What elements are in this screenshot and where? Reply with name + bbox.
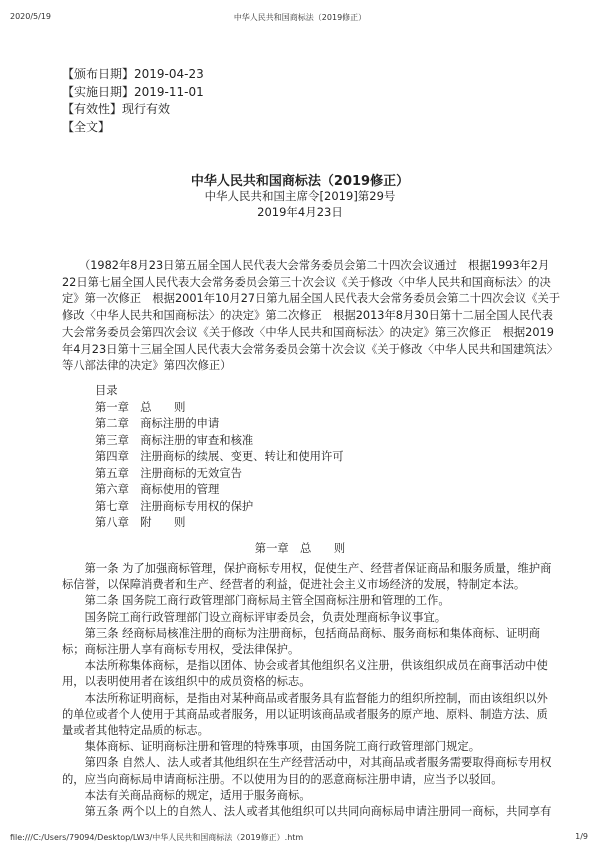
body-line: 第三条 经商标局核准注册的商标为注册商标，包括商品商标、服务商标和集体商标、证明商	[62, 626, 541, 640]
toc-heading: 目录	[95, 384, 118, 397]
decree-number: 中华人民共和国主席令[2019]第29号	[204, 189, 396, 203]
toc-item: 第二章 商标注册的申请	[95, 417, 220, 430]
meta-validity: 【有效性】现行有效	[62, 102, 171, 116]
document-title: 中华人民共和国商标法（2019修正）	[190, 174, 410, 189]
preamble	[62, 258, 561, 375]
print-date: 2020/5/19	[10, 12, 52, 21]
chapter-heading: 第一章 总 则	[254, 542, 346, 555]
preamble-line: 等八部法律的决定》第四次修正）	[62, 359, 232, 373]
body-line: 本法所称集体商标，是指以团体、协会或者其他组织名义注册，供该组织成员在商事活动中使	[62, 659, 548, 673]
preamble-line: 定》第一次修正 根据2001年10月27日第九届全国人民代表大会常务委员会第二十四次会议《关于	[62, 292, 561, 306]
toc-item: 第三章 商标注册的审查和核准	[95, 433, 254, 447]
file-path: file:///C:/Users/79094/Desktop/LW3/中华人民共和国商标法（2019修正）.htm	[10, 833, 304, 842]
page-number: 1/9	[575, 832, 588, 841]
body-line: 量或者其他特定品质的标志。	[62, 724, 209, 738]
body-line: 的单位或者个人使用于其商品或者服务，用以证明该商品或者服务的原产地、原料、制造方法、质	[62, 707, 548, 721]
meta-issue-date: 【颁布日期】2019-04-23	[62, 67, 204, 81]
meta-fulltext: 【全文】	[62, 119, 111, 134]
toc-item: 第四章 注册商标的续展、变更、转让和使用许可	[95, 450, 344, 463]
body-line: 本法有关商品商标的规定，适用于服务商标。	[62, 788, 311, 802]
preamble-line: 22日第七届全国人民代表大会常务委员会第三十次会议《关于修改〈中华人民共和国商标法〉的决	[62, 275, 551, 289]
preamble-line: 大会常务委员会第四次会议《关于修改〈中华人民共和国商标法〉的决定》第三次修正 根据2019	[62, 325, 554, 339]
meta-block	[62, 66, 204, 136]
toc-item: 第五章 注册商标的无效宣告	[95, 466, 242, 480]
decree-date: 2019年4月23日	[257, 205, 343, 219]
body-line: 标信誉，以保障消费者和生产、经营者的利益，促进社会主义市场经济的发展，特制定本法。	[62, 578, 526, 592]
toc-item: 第六章 商标使用的管理	[95, 483, 220, 496]
body-line: 标；商标注册人享有商标专用权，受法律保护。	[62, 643, 300, 657]
body-line: 第二条 国务院工商行政管理部门商标局主管全国商标注册和管理的工作。	[62, 594, 450, 608]
toc-item: 第一章 总 则	[95, 400, 186, 414]
table-of-contents	[95, 383, 344, 532]
preamble-line: 修改〈中华人民共和国商标法〉的决定》第二次修正 根据2013年8月30日第十二届全国人民代表	[62, 309, 553, 323]
body-line: 第四条 自然人、法人或者其他组织在生产经营活动中，对其商品或者服务需要取得商标专用权	[62, 756, 552, 770]
body-line: 用，以表明使用者在该组织中的成员资格的标志。	[62, 675, 311, 689]
body-line: 的，应当向商标局申请商标注册。不以使用为目的的恶意商标注册申请，应当予以驳回。	[62, 772, 503, 786]
body-line: 第五条 两个以上的自然人、法人或者其他组织可以共同向商标局申请注册同一商标，共同享有	[62, 805, 552, 819]
body-line: 第一条 为了加强商标管理，保护商标专用权，促使生产、经营者保证商品和服务质量，维护商	[62, 562, 552, 575]
meta-effective-date: 【实施日期】2019-11-01	[62, 84, 204, 99]
toc-item: 第七章 注册商标专用权的保护	[95, 499, 254, 513]
print-title: 中华人民共和国商标法（2019修正）	[233, 13, 367, 22]
toc-item: 第八章 附 则	[95, 516, 186, 529]
preamble-line: （1982年8月23日第五届全国人民代表大会常务委员会第二十四次会议通过 根据1993年2月	[62, 259, 550, 272]
body-line: 本法所称证明商标，是指由对某种商品或者服务具有监督能力的组织所控制，而由该组织以外	[62, 691, 548, 705]
preamble-line: 年4月23日第十三届全国人民代表大会常务委员会第十次会议《关于修改〈中华人民共和国建筑法〉	[62, 342, 559, 356]
body-line: 国务院工商行政管理部门设立商标评审委员会，负责处理商标争议事宜。	[62, 610, 447, 624]
body-text	[62, 561, 552, 820]
body-line: 集体商标、证明商标注册和管理的特殊事项，由国务院工商行政管理部门规定。	[62, 740, 480, 754]
